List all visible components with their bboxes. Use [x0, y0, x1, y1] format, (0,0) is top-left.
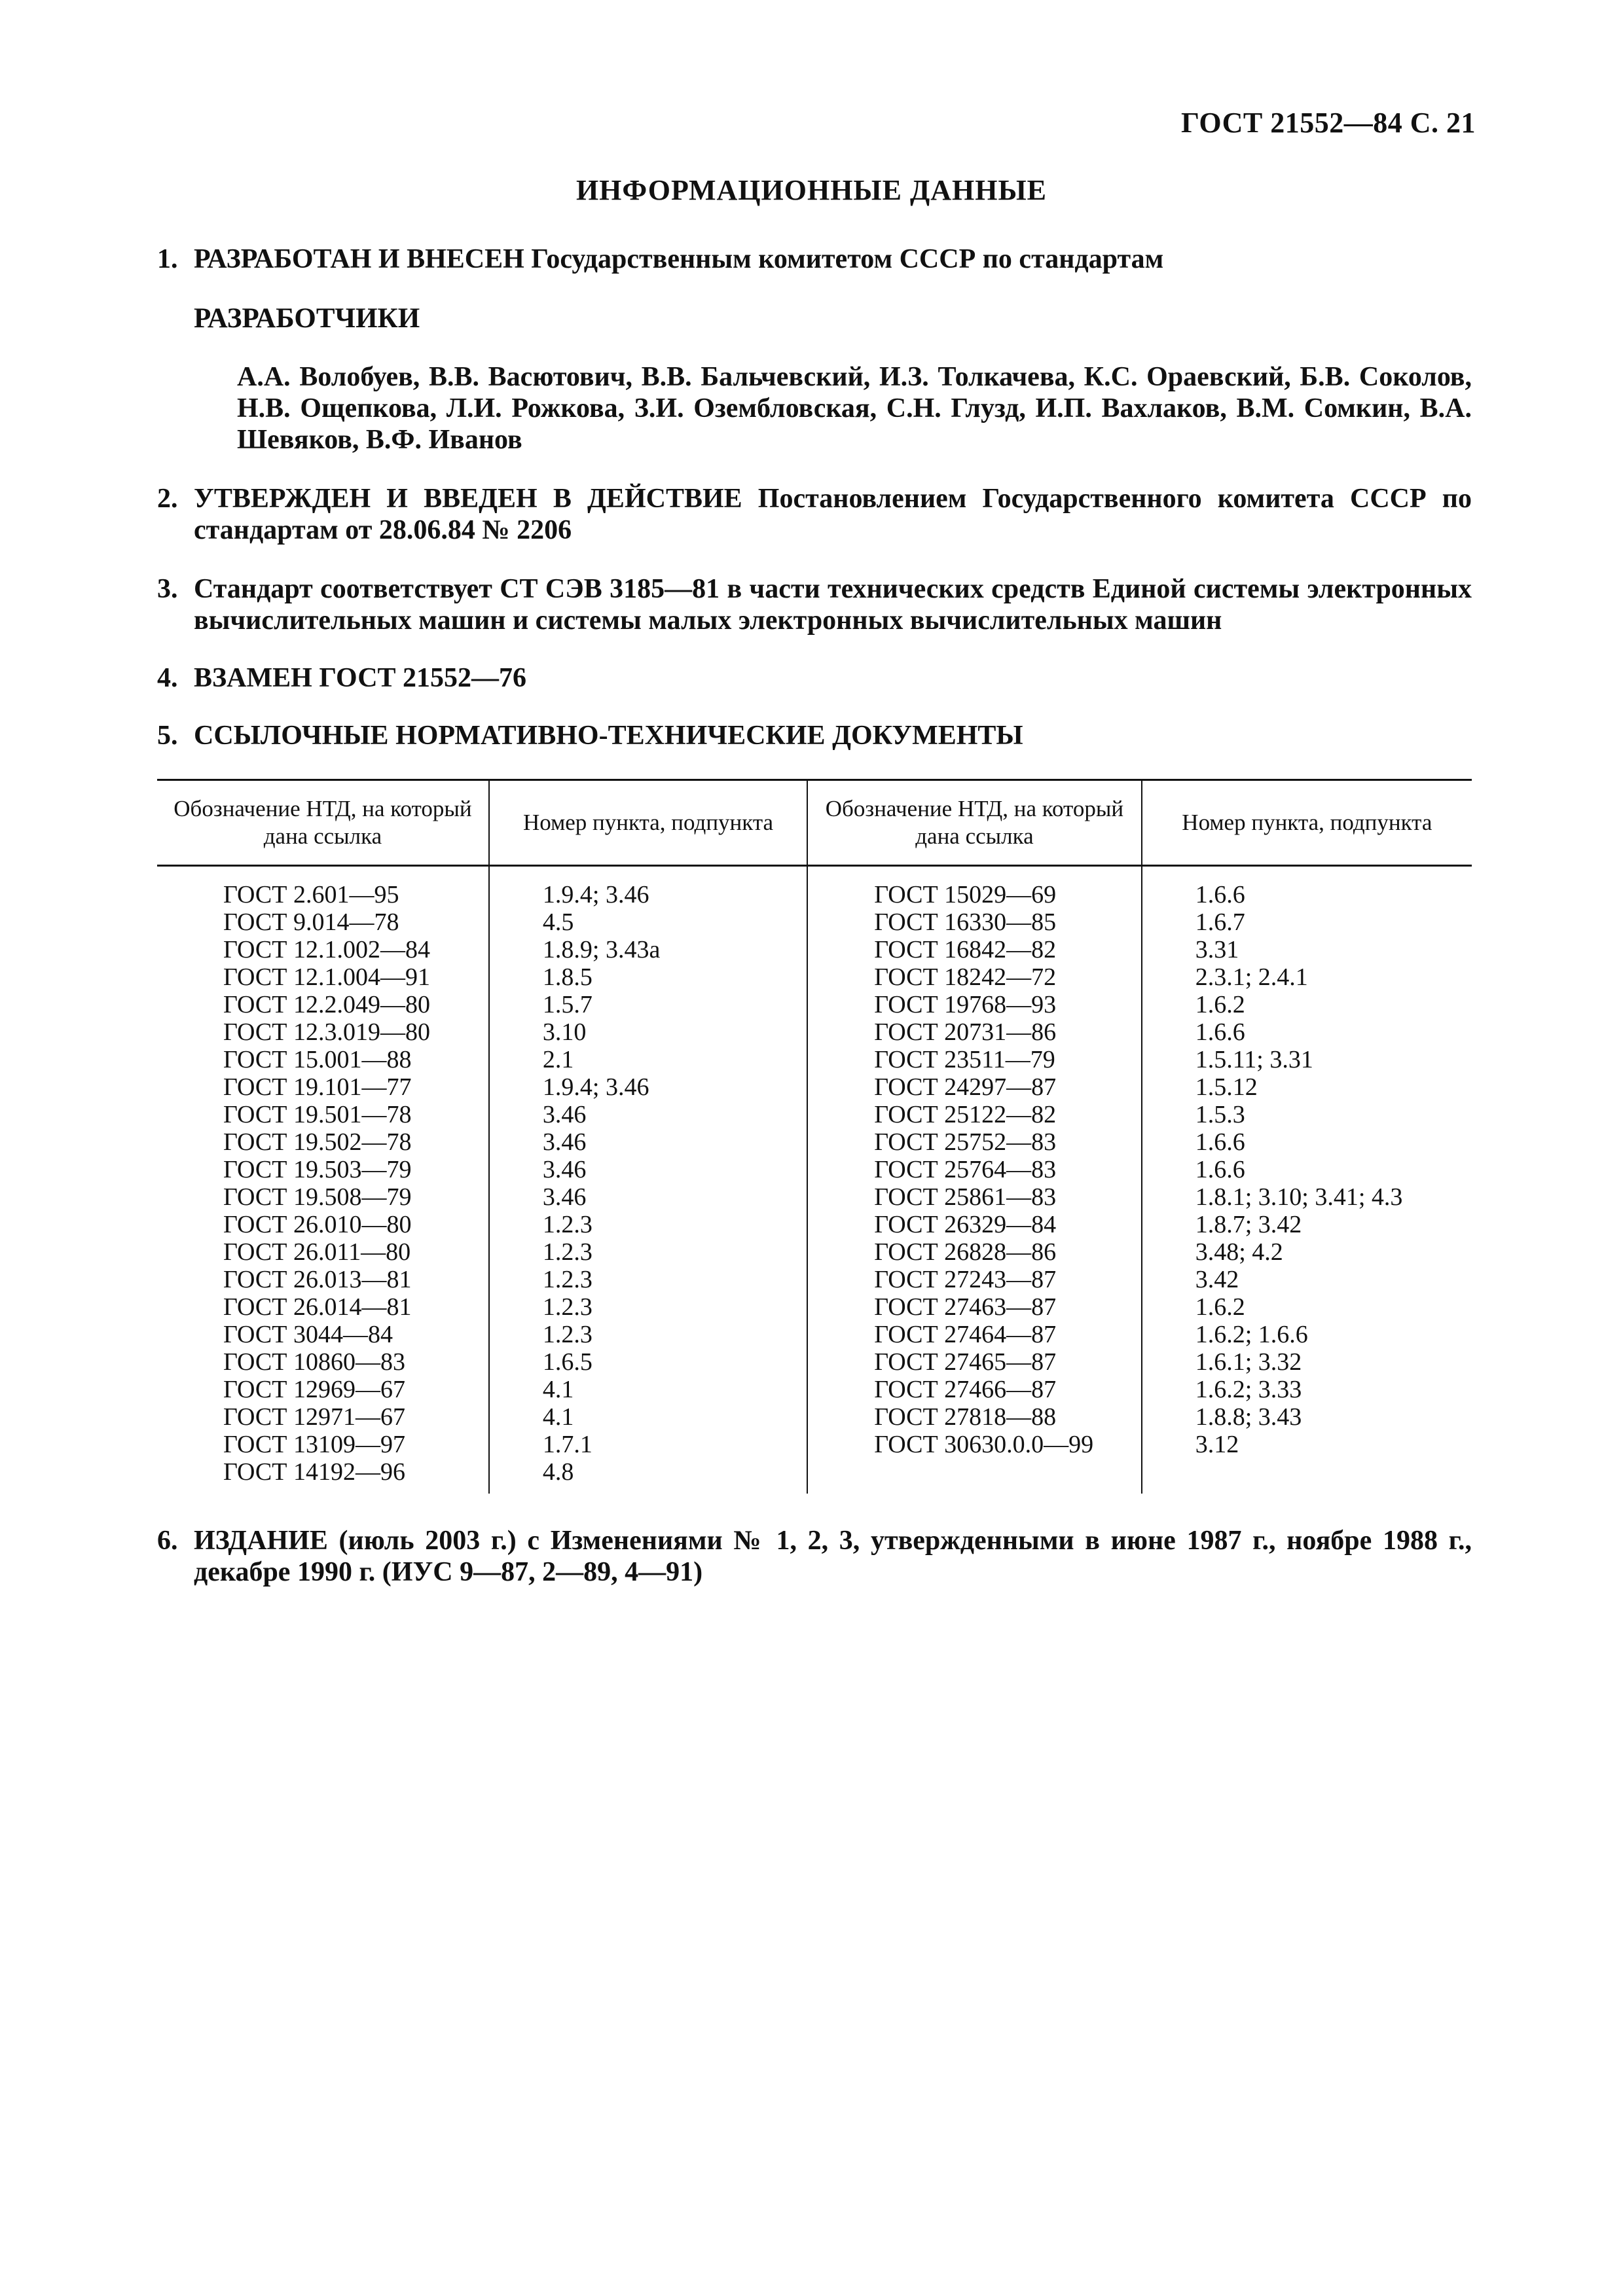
ntd-designation: ГОСТ 27466—87	[874, 1376, 1057, 1403]
ntd-designation: ГОСТ 12.3.019—80	[223, 1018, 430, 1046]
item-2-number: 2.	[157, 484, 178, 514]
item-5-number: 5.	[157, 721, 178, 751]
references-table	[157, 779, 1472, 1494]
clause-number: 1.5.12	[1195, 1073, 1258, 1101]
item-5-text: ССЫЛОЧНЫЕ НОРМАТИВНО-ТЕХНИЧЕСКИЕ ДОКУМЕНТЫ	[194, 721, 1023, 751]
ntd-designation: ГОСТ 19.503—79	[223, 1156, 412, 1183]
clause-number: 1.2.3	[542, 1293, 593, 1321]
ntd-designation: ГОСТ 16842—82	[874, 936, 1057, 963]
clause-number: 2.1	[542, 1046, 574, 1073]
clause-number: 3.31	[1195, 936, 1239, 963]
ntd-designation: ГОСТ 25861—83	[874, 1183, 1057, 1211]
clause-number: 1.6.2	[1195, 1293, 1245, 1321]
clause-number: 3.48; 4.2	[1195, 1238, 1283, 1266]
header-ntd-left: Обозначение НТД, на который дана ссылка	[157, 780, 489, 866]
clause-number: 1.8.9; 3.43а	[542, 936, 661, 963]
ntd-designation: ГОСТ 18242—72	[874, 963, 1057, 991]
clause-number: 1.5.3	[1195, 1101, 1245, 1128]
clause-number: 4.8	[542, 1458, 574, 1486]
header-ntd-right: Обозначение НТД, на который дана ссылка	[807, 780, 1142, 866]
ntd-designation: ГОСТ 19.101—77	[223, 1073, 412, 1101]
ntd-designation: ГОСТ 26.010—80	[223, 1211, 412, 1238]
ntd-designation: ГОСТ 19.501—78	[223, 1101, 412, 1128]
clause-number: 3.46	[542, 1156, 587, 1183]
ntd-designation: ГОСТ 23511—79	[874, 1046, 1055, 1073]
ntd-designation: ГОСТ 27465—87	[874, 1348, 1057, 1376]
ntd-designation: ГОСТ 14192—96	[223, 1458, 405, 1486]
ntd-designation: ГОСТ 27464—87	[874, 1321, 1057, 1348]
ntd-designation: ГОСТ 15029—69	[874, 881, 1057, 908]
ntd-designation: ГОСТ 19768—93	[874, 991, 1057, 1018]
clause-number: 1.8.8; 3.43	[1195, 1403, 1302, 1431]
item-5	[157, 720, 1023, 751]
clause-number: 2.3.1; 2.4.1	[1195, 963, 1308, 991]
item-6	[157, 1525, 1472, 1588]
clause-number: 1.8.1; 3.10; 3.41; 4.3	[1195, 1183, 1403, 1211]
ntd-designation: ГОСТ 20731—86	[874, 1018, 1057, 1046]
clause-number: 1.8.7; 3.42	[1195, 1211, 1302, 1238]
table-header-row	[157, 780, 1472, 866]
ntd-designation: ГОСТ 12.1.004—91	[223, 963, 430, 991]
clause-column-left	[489, 866, 807, 1494]
ntd-designation: ГОСТ 9.014—78	[223, 908, 399, 936]
item-1-number: 1.	[157, 244, 178, 274]
clause-number: 1.2.3	[542, 1321, 593, 1348]
clause-number: 3.10	[542, 1018, 587, 1046]
developers-list: А.А. Волобуев, В.В. Васютович, В.В. Бальчевский, И.З. Толкачева, К.С. Ораевский, Б.В. Соколов, Н.В. Ощепкова, Л.И. Рожкова, З.И. Озембловская, С.Н. Глузд, И.П. Вахлаков, В.М. Сомкин, В.А. Шевяков, В.Ф. Иванов	[237, 362, 1472, 455]
clause-number: 4.5	[542, 908, 574, 936]
item-2-text: УТВЕРЖДЕН И ВВЕДЕН В ДЕЙСТВИЕ Постановлением Государственного комитета СССР по стандартам от 28.06.84 № 2206	[194, 484, 1472, 545]
clause-number: 1.6.2; 3.33	[1195, 1376, 1302, 1403]
clause-number: 3.46	[542, 1128, 587, 1156]
clause-number: 3.12	[1195, 1431, 1239, 1458]
header-clause-right: Номер пункта, подпункта	[1142, 780, 1472, 866]
clause-number: 1.5.7	[542, 991, 593, 1018]
clause-number: 1.7.1	[542, 1431, 593, 1458]
clause-number: 3.46	[542, 1183, 587, 1211]
clause-number: 1.9.4; 3.46	[542, 881, 649, 908]
ntd-designation: ГОСТ 26.014—81	[223, 1293, 412, 1321]
item-4	[157, 662, 526, 694]
clause-column-right	[1142, 866, 1472, 1494]
ntd-designation: ГОСТ 25122—82	[874, 1101, 1057, 1128]
item-3	[157, 573, 1472, 636]
clause-number: 1.6.6	[1195, 1156, 1245, 1183]
ntd-designation: ГОСТ 25764—83	[874, 1156, 1057, 1183]
ntd-column-left	[157, 866, 489, 1494]
item-1-text: РАЗРАБОТАН И ВНЕСЕН Государственным комитетом СССР по стандартам	[194, 244, 1164, 274]
item-2	[157, 483, 1472, 546]
clause-number: 1.2.3	[542, 1266, 593, 1293]
ntd-designation: ГОСТ 12969—67	[223, 1376, 405, 1403]
ntd-designation: ГОСТ 16330—85	[874, 908, 1057, 936]
ntd-designation: ГОСТ 26.011—80	[223, 1238, 411, 1266]
ntd-designation: ГОСТ 15.001—88	[223, 1046, 412, 1073]
clause-number: 1.6.6	[1195, 1128, 1245, 1156]
item-6-text: ИЗДАНИЕ (июль 2003 г.) с Изменениями № 1, 2, 3, утвержденными в июне 1987 г., ноябре 1988 г., декабре 1990 г. (ИУС 9—87, 2—89, 4—91)	[194, 1526, 1472, 1587]
item-3-number: 3.	[157, 574, 178, 604]
clause-number: 1.2.3	[542, 1211, 593, 1238]
ntd-designation: ГОСТ 27818—88	[874, 1403, 1057, 1431]
clause-number: 3.46	[542, 1101, 587, 1128]
ntd-designation: ГОСТ 24297—87	[874, 1073, 1057, 1101]
clause-number: 1.6.7	[1195, 908, 1245, 936]
ntd-designation: ГОСТ 10860—83	[223, 1348, 405, 1376]
ntd-designation: ГОСТ 13109—97	[223, 1431, 405, 1458]
ntd-designation: ГОСТ 30630.0.0—99	[874, 1431, 1094, 1458]
clause-number: 3.42	[1195, 1266, 1239, 1293]
clause-number: 1.6.5	[542, 1348, 593, 1376]
ntd-designation: ГОСТ 12.2.049—80	[223, 991, 430, 1018]
ntd-designation: ГОСТ 26329—84	[874, 1211, 1057, 1238]
ntd-designation: ГОСТ 27463—87	[874, 1293, 1057, 1321]
header-clause-left: Номер пункта, подпункта	[489, 780, 807, 866]
ntd-designation: ГОСТ 27243—87	[874, 1266, 1057, 1293]
item-1	[157, 243, 1163, 275]
ntd-designation: ГОСТ 25752—83	[874, 1128, 1057, 1156]
clause-number: 1.6.2; 1.6.6	[1195, 1321, 1308, 1348]
page-title: ИНФОРМАЦИОННЫЕ ДАННЫЕ	[575, 174, 1048, 206]
ntd-designation: ГОСТ 26.013—81	[223, 1266, 412, 1293]
clause-number: 1.6.2	[1195, 991, 1245, 1018]
item-6-number: 6.	[157, 1526, 178, 1556]
table-body-row	[157, 866, 1472, 1494]
clause-number: 1.8.5	[542, 963, 593, 991]
clause-number: 1.5.11; 3.31	[1195, 1046, 1313, 1073]
clause-number: 1.2.3	[542, 1238, 593, 1266]
clause-number: 4.1	[542, 1376, 574, 1403]
developers-heading: РАЗРАБОТЧИКИ	[194, 303, 420, 334]
ntd-designation: ГОСТ 26828—86	[874, 1238, 1057, 1266]
ntd-designation: ГОСТ 19.502—78	[223, 1128, 412, 1156]
ntd-designation: ГОСТ 2.601—95	[223, 881, 399, 908]
ntd-column-right	[807, 866, 1142, 1494]
clause-number: 1.6.6	[1195, 1018, 1245, 1046]
item-4-text: ВЗАМЕН ГОСТ 21552—76	[194, 663, 527, 693]
clause-number: 1.6.6	[1195, 881, 1245, 908]
page-header: ГОСТ 21552—84 С. 21	[1180, 107, 1476, 139]
ntd-designation: ГОСТ 19.508—79	[223, 1183, 412, 1211]
clause-number: 4.1	[542, 1403, 574, 1431]
clause-number: 1.6.1; 3.32	[1195, 1348, 1302, 1376]
item-3-text: Стандарт соответствует СТ СЭВ 3185—81 в части технических средств Единой системы электронных вычислительных машин и системы малых электронных вычислительных машин	[194, 574, 1472, 636]
item-4-number: 4.	[157, 663, 178, 693]
clause-number: 1.9.4; 3.46	[542, 1073, 649, 1101]
ntd-designation: ГОСТ 12.1.002—84	[223, 936, 430, 963]
ntd-designation: ГОСТ 12971—67	[223, 1403, 405, 1431]
ntd-designation: ГОСТ 3044—84	[223, 1321, 393, 1348]
